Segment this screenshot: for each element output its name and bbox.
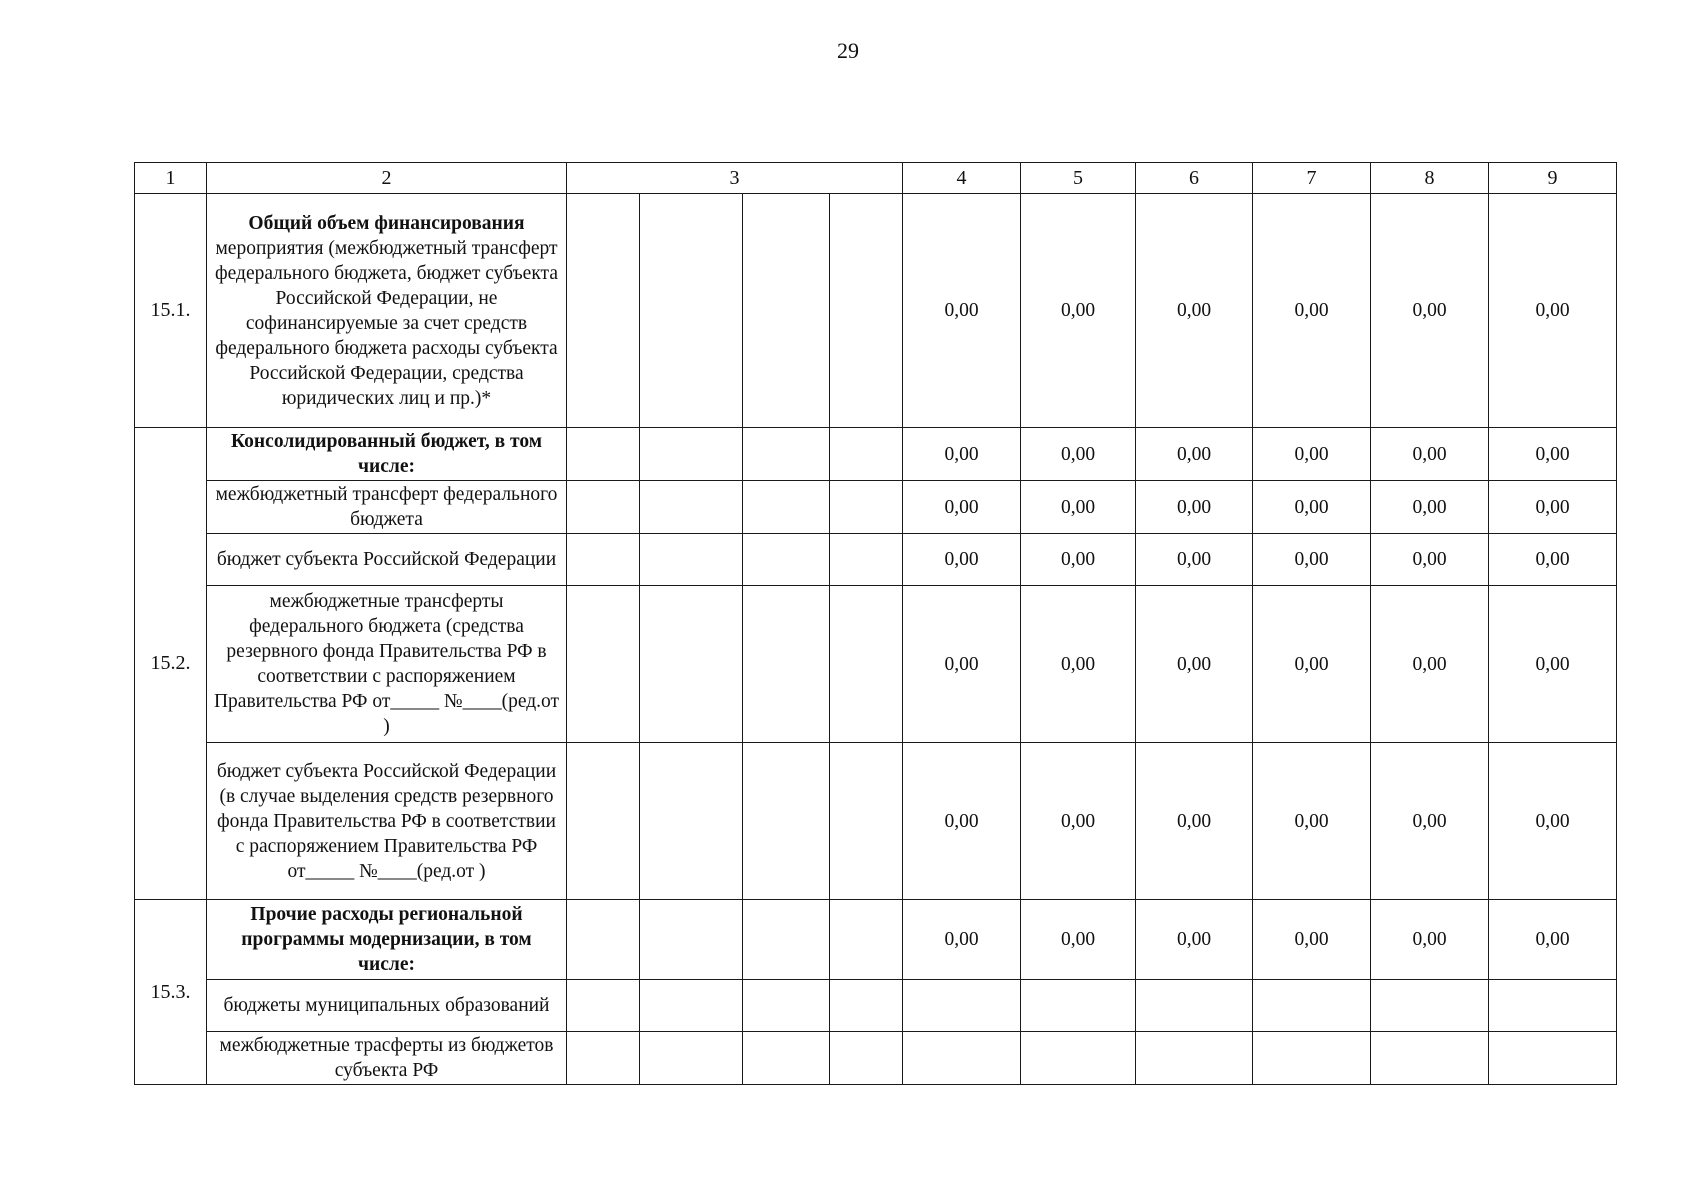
value-cell-col-8 (1371, 980, 1489, 1032)
column-3-subcell (743, 743, 830, 900)
value-cell-col-9 (1489, 1032, 1617, 1085)
value-cell-col-6: 0,00 (1136, 194, 1253, 428)
value-cell-col-5: 0,00 (1021, 586, 1136, 743)
column-3-subcell (567, 1032, 640, 1085)
column-3-subcell (743, 586, 830, 743)
row-description-cell (207, 900, 567, 980)
header-cell-9: 9 (1489, 163, 1617, 194)
value-cell-col-9: 0,00 (1489, 900, 1617, 980)
column-3-subcell (743, 534, 830, 586)
table-body (135, 194, 1617, 1085)
row-description-text: межбюджетный трансферт федерального бюджета (215, 484, 558, 530)
value-cell-col-5: 0,00 (1021, 428, 1136, 481)
value-cell-col-6: 0,00 (1136, 481, 1253, 534)
column-3-subcell (567, 743, 640, 900)
column-3-subcell (640, 534, 743, 586)
row-description-text: межбюджетные трасферты из бюджетов субъекта РФ (219, 1035, 554, 1081)
row-description-text: бюджет субъекта Российской Федерации (216, 549, 557, 570)
value-cell-col-6 (1136, 980, 1253, 1032)
header-cell-7: 7 (1253, 163, 1371, 194)
row-description-text: мероприятия (межбюджетный трансферт федерального бюджета, бюджет субъекта Российской Федерации, не софинансируемые за счет средств федерального бюджета расходы субъекта Российской Федерации, средства юридических лиц и пр.)* (215, 237, 558, 409)
row-description-cell (207, 428, 567, 481)
column-3-subcell (640, 900, 743, 980)
value-cell-col-7: 0,00 (1253, 481, 1371, 534)
row-description-cell (207, 743, 567, 900)
value-cell-col-4: 0,00 (903, 586, 1021, 743)
value-cell-col-7: 0,00 (1253, 534, 1371, 586)
column-3-subcell (743, 481, 830, 534)
column-3-subcell (567, 980, 640, 1032)
column-3-subcell (743, 900, 830, 980)
row-description-cell (207, 194, 567, 428)
value-cell-col-9: 0,00 (1489, 534, 1617, 586)
table-row (135, 428, 1617, 481)
page-number: 29 (837, 38, 859, 63)
header-cell-1: 1 (135, 163, 207, 194)
value-cell-col-5: 0,00 (1021, 481, 1136, 534)
row-description-cell (207, 586, 567, 743)
row-number-cell: 15.3. (135, 900, 207, 1085)
value-cell-col-8: 0,00 (1371, 428, 1489, 481)
value-cell-col-9 (1489, 980, 1617, 1032)
value-cell-col-9: 0,00 (1489, 194, 1617, 428)
value-cell-col-8: 0,00 (1371, 194, 1489, 428)
row-description-bold: Прочие расходы региональной программы модернизации, в том числе: (241, 904, 532, 975)
header-cell-3: 3 (567, 163, 903, 194)
value-cell-col-6: 0,00 (1136, 743, 1253, 900)
value-cell-col-9: 0,00 (1489, 743, 1617, 900)
column-3-subcell (830, 980, 903, 1032)
value-cell-col-6: 0,00 (1136, 534, 1253, 586)
value-cell-col-8 (1371, 1032, 1489, 1085)
value-cell-col-8: 0,00 (1371, 586, 1489, 743)
value-cell-col-4: 0,00 (903, 743, 1021, 900)
column-3-subcell (743, 194, 830, 428)
column-3-subcell (567, 194, 640, 428)
value-cell-col-7: 0,00 (1253, 194, 1371, 428)
value-cell-col-4 (903, 980, 1021, 1032)
value-cell-col-4 (903, 1032, 1021, 1085)
column-3-subcell (640, 1032, 743, 1085)
value-cell-col-6: 0,00 (1136, 900, 1253, 980)
value-cell-col-6: 0,00 (1136, 586, 1253, 743)
table-row (135, 900, 1617, 980)
row-description-bold: Консолидированный бюджет, в том числе: (231, 431, 542, 477)
value-cell-col-8: 0,00 (1371, 900, 1489, 980)
column-3-subcell (830, 900, 903, 980)
value-cell-col-9: 0,00 (1489, 481, 1617, 534)
table-row (135, 980, 1617, 1032)
header-cell-8: 8 (1371, 163, 1489, 194)
column-3-subcell (830, 743, 903, 900)
value-cell-col-4: 0,00 (903, 900, 1021, 980)
value-cell-col-7 (1253, 980, 1371, 1032)
value-cell-col-4: 0,00 (903, 428, 1021, 481)
column-3-subcell (567, 428, 640, 481)
row-number-cell: 15.1. (135, 194, 207, 428)
value-cell-col-4: 0,00 (903, 481, 1021, 534)
row-number-cell: 15.2. (135, 428, 207, 900)
table-row (135, 743, 1617, 900)
value-cell-col-4: 0,00 (903, 534, 1021, 586)
value-cell-col-8: 0,00 (1371, 743, 1489, 900)
value-cell-col-5 (1021, 980, 1136, 1032)
column-3-subcell (640, 194, 743, 428)
value-cell-col-4: 0,00 (903, 194, 1021, 428)
value-cell-col-5: 0,00 (1021, 534, 1136, 586)
row-description-cell (207, 980, 567, 1032)
row-description-text: межбюджетные трансферты федерального бюджета (средства резервного фонда Правительства РФ в соответствии с распоряжением Правительства РФ от_____ №____(ред.от ) (213, 591, 560, 737)
value-cell-col-9: 0,00 (1489, 586, 1617, 743)
value-cell-col-7: 0,00 (1253, 428, 1371, 481)
column-3-subcell (743, 980, 830, 1032)
column-3-subcell (830, 534, 903, 586)
value-cell-col-8: 0,00 (1371, 534, 1489, 586)
header-cell-6: 6 (1136, 163, 1253, 194)
row-description-cell (207, 534, 567, 586)
row-description-cell (207, 481, 567, 534)
header-cell-5: 5 (1021, 163, 1136, 194)
value-cell-col-5: 0,00 (1021, 194, 1136, 428)
table-row (135, 481, 1617, 534)
column-3-subcell (640, 980, 743, 1032)
column-3-subcell (830, 428, 903, 481)
column-3-subcell (567, 900, 640, 980)
row-description-text: бюджеты муниципальных образований (223, 995, 550, 1016)
value-cell-col-7: 0,00 (1253, 586, 1371, 743)
column-3-subcell (830, 481, 903, 534)
header-cell-4: 4 (903, 163, 1021, 194)
row-description-text: бюджет субъекта Российской Федерации (в случае выделения средств резервного фонда Правительства РФ в соответствии с распоряжением Правительства РФ от_____ №____(ред.от ) (216, 760, 557, 882)
column-3-subcell (567, 481, 640, 534)
value-cell-col-9: 0,00 (1489, 428, 1617, 481)
value-cell-col-6 (1136, 1032, 1253, 1085)
header-row (135, 163, 1617, 194)
value-cell-col-7 (1253, 1032, 1371, 1085)
value-cell-col-5 (1021, 1032, 1136, 1085)
column-3-subcell (830, 586, 903, 743)
value-cell-col-5: 0,00 (1021, 743, 1136, 900)
value-cell-col-6: 0,00 (1136, 428, 1253, 481)
value-cell-col-7: 0,00 (1253, 743, 1371, 900)
column-3-subcell (640, 428, 743, 481)
row-description-cell (207, 1032, 567, 1085)
column-3-subcell (743, 428, 830, 481)
table-row (135, 194, 1617, 428)
value-cell-col-5: 0,00 (1021, 900, 1136, 980)
financing-table (134, 162, 1617, 1085)
column-3-subcell (743, 1032, 830, 1085)
column-3-subcell (830, 194, 903, 428)
column-3-subcell (567, 586, 640, 743)
column-3-subcell (830, 1032, 903, 1085)
header-cell-2: 2 (207, 163, 567, 194)
row-description-bold: Общий объем финансирования (248, 212, 525, 234)
table-row (135, 1032, 1617, 1085)
column-3-subcell (640, 481, 743, 534)
column-3-subcell (640, 743, 743, 900)
column-3-subcell (640, 586, 743, 743)
value-cell-col-8: 0,00 (1371, 481, 1489, 534)
table-row (135, 586, 1617, 743)
column-3-subcell (567, 534, 640, 586)
value-cell-col-7: 0,00 (1253, 900, 1371, 980)
table-row (135, 534, 1617, 586)
